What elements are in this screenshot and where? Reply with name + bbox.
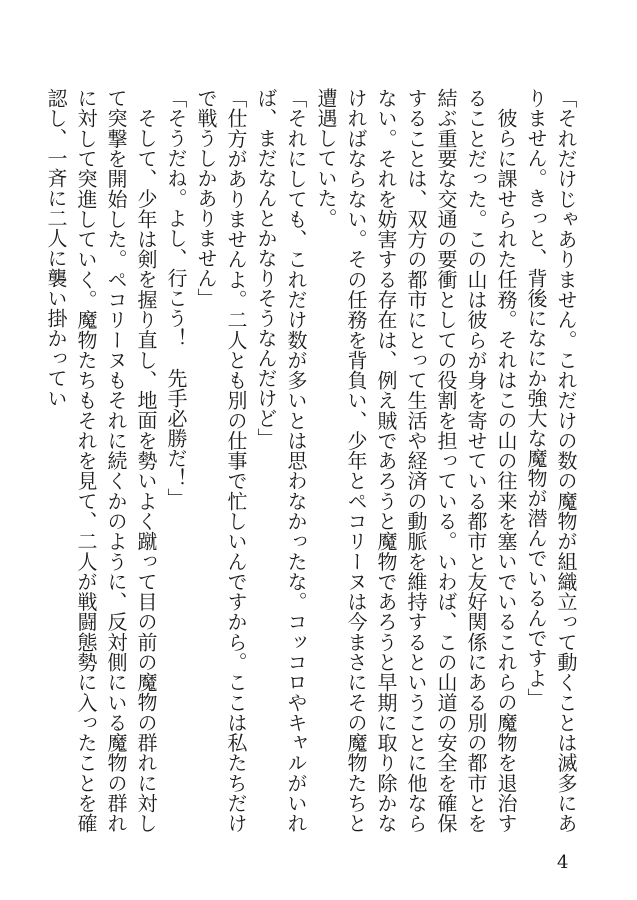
paragraph-3: 「それにしても、これだけ数が多いとは思わなかったな。コッコロやキャルがいれば、まだなんとかなりそうなんだけど」 [254,88,308,833]
paragraph-1: 「それだけじゃありません。これだけの数の魔物が組織立って動くことは滅多にありません。きっと、背後になにか強大な魔物が潜んでいるんですよ」 [524,88,578,833]
paragraph-6: そして、少年は剣を握り直し、地面を勢いよく蹴って目の前の魔物の群れに対して突撃を開始した。ペコリーヌもそれに続くかのように、反対側にいる魔物の群れに対して突進していく。魔物たちもそれを見て、二人が戦闘態勢に入ったことを確認し、一斉に二人に襲い掛かってい [44,88,158,834]
vertical-text-body [46,88,581,833]
paragraph-2: 彼らに課せられた任務。それはこの山の往来を塞いでいるこれらの魔物を退治することだった。この山は彼らが身を寄せている都市と友好関係にある別の都市とを結ぶ重要な交通の要衝としての役割を担っている。いわば、この山道の安全を確保することは、双方の都市にとって生活や経済の動脈を維持するということに他ならない。それを妨害する存在は、例え賊であろうと魔物であろうと早期に取り除かなければならない。その任務を背負い、少年とペコリーヌは今まさにその魔物たちと遭遇していた。 [314,88,518,834]
page-number: 4 [557,852,569,873]
paragraph-5: 「そうだね。よし、行こう！ 先手必勝だ！」 [164,88,188,508]
paragraph-4: 「仕方がありませんよ。二人とも別の仕事で忙しいんですから。ここは私たちだけで戦うしかありません」 [194,88,248,833]
